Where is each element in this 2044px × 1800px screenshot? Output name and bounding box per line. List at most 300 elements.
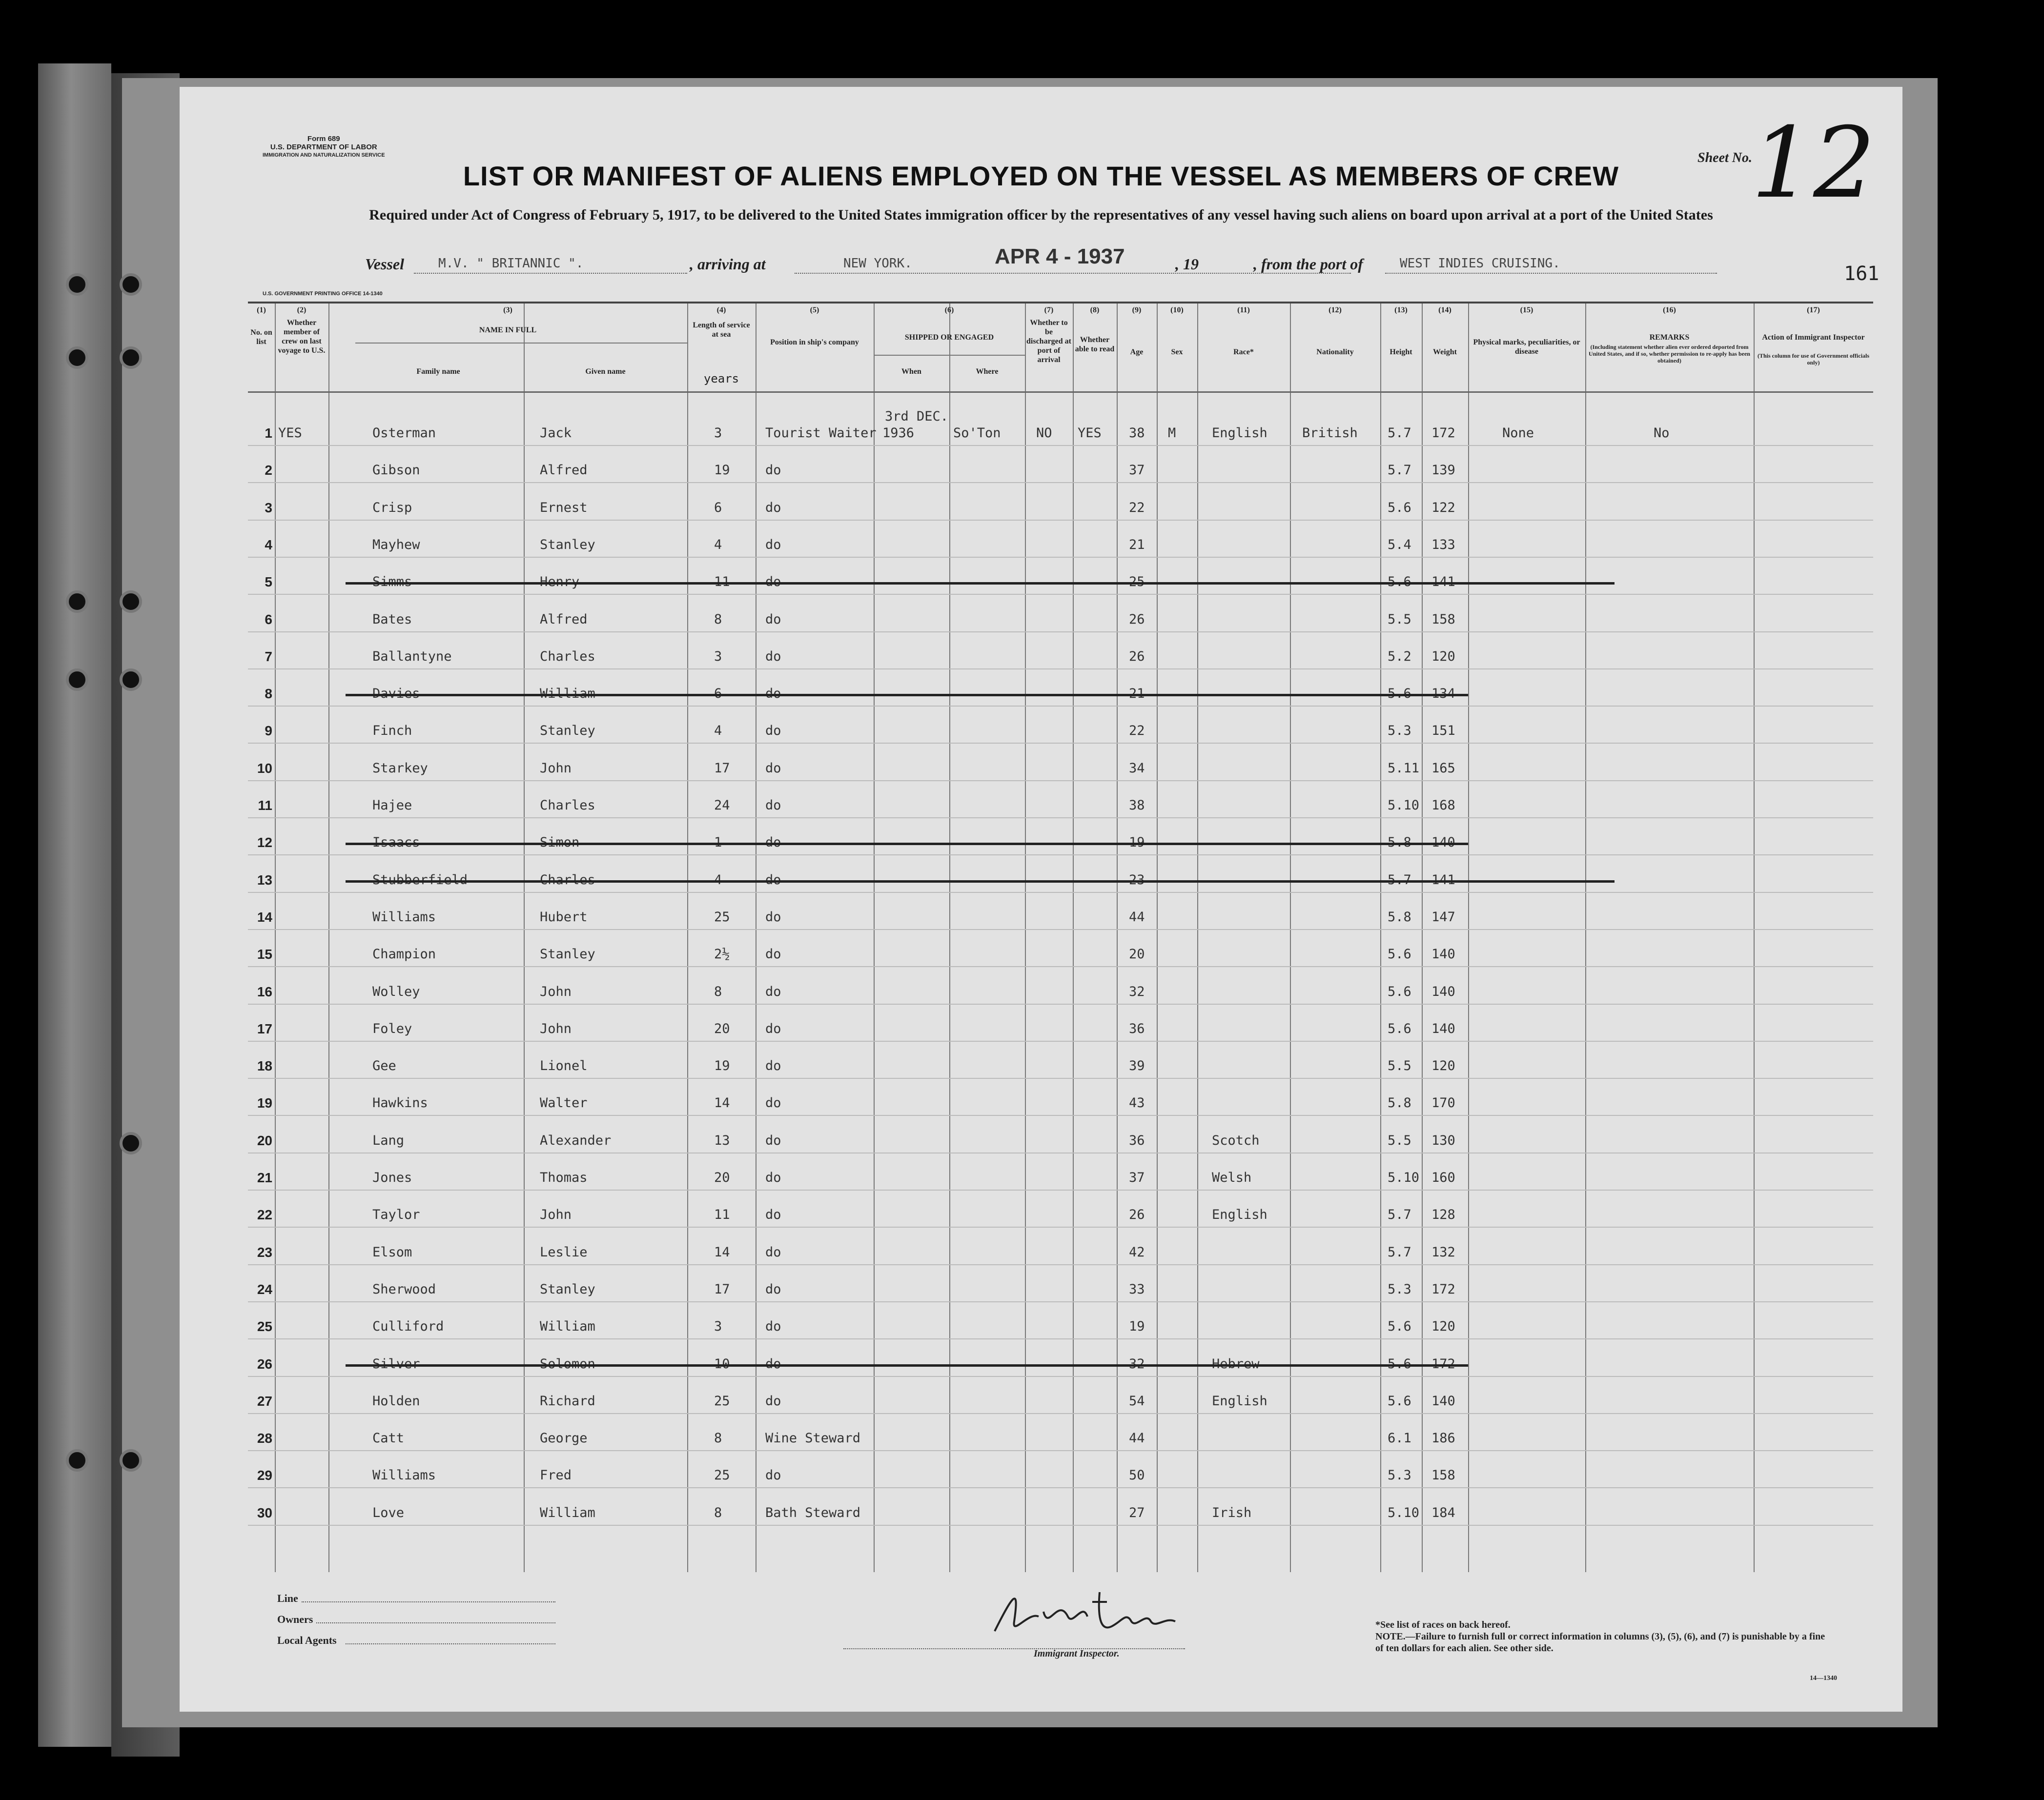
row-position: do <box>765 537 781 552</box>
row-family: Holden <box>372 1393 420 1409</box>
row-weight: 130 <box>1431 1133 1455 1148</box>
row-no: 4 <box>265 537 272 552</box>
row-years: 25 <box>714 909 730 925</box>
row-height: 5.10 <box>1388 798 1420 813</box>
inspector-signature <box>985 1582 1180 1646</box>
row-weight: 160 <box>1431 1170 1455 1185</box>
column-rule <box>687 303 688 1572</box>
row-family: Foley <box>372 1021 412 1036</box>
column-rule <box>1754 303 1755 1572</box>
row-age: 43 <box>1129 1095 1145 1111</box>
row-when-top: 3rd DEC. <box>885 409 949 424</box>
col-head-action-note: (This column for use of Government officials only) <box>1757 352 1870 366</box>
row-height: 5.6 <box>1388 1356 1411 1372</box>
row-age: 22 <box>1129 723 1145 739</box>
row-years: 17 <box>714 1281 730 1297</box>
col-number: (13) <box>1394 306 1408 314</box>
row-position: do <box>765 500 781 515</box>
col-head-name: NAME IN FULL <box>479 326 537 334</box>
row-rule <box>248 1487 1873 1488</box>
row-age: 32 <box>1129 984 1145 999</box>
row-given: Hubert <box>540 909 588 925</box>
row-marks: None <box>1502 425 1534 441</box>
col-head-when: When <box>901 367 921 376</box>
row-family: Jones <box>372 1170 412 1185</box>
row-rule <box>248 1450 1873 1451</box>
row-weight: 147 <box>1431 909 1455 925</box>
row-rule <box>248 1525 1873 1526</box>
row-weight: 140 <box>1431 1393 1455 1409</box>
punch-hole <box>120 590 142 613</box>
col-head-age: Age <box>1130 348 1144 356</box>
manifest-sheet <box>180 87 1902 1712</box>
row-height: 5.11 <box>1388 760 1420 776</box>
column-rule <box>275 303 276 1572</box>
row-family: Hajee <box>372 798 412 813</box>
row-given: Charles <box>540 648 595 664</box>
row-no: 25 <box>257 1319 272 1335</box>
row-weight: 120 <box>1431 648 1455 664</box>
column-rule <box>328 303 329 1572</box>
col-head-height: Height <box>1390 348 1412 356</box>
row-years: 8 <box>714 1431 722 1446</box>
col-head-family: Family name <box>416 367 460 376</box>
row-position: do <box>765 1281 781 1297</box>
row-position: do <box>765 984 781 999</box>
row-position: do <box>765 723 781 739</box>
col-head-weight: Weight <box>1433 348 1457 356</box>
row-weight: 184 <box>1431 1505 1455 1520</box>
row-family: Gibson <box>372 463 420 478</box>
row-years: 4 <box>714 723 722 739</box>
inspector-field <box>843 1648 1185 1649</box>
row-rule <box>248 668 1873 669</box>
row-years: 20 <box>714 1170 730 1185</box>
row-rule <box>248 1338 1873 1339</box>
row-position: do <box>765 1393 781 1409</box>
row-position: do <box>765 574 781 590</box>
row-age: 19 <box>1129 835 1145 850</box>
row-given: Lionel <box>540 1058 588 1074</box>
vessel-value: M.V. " BRITANNIC ". <box>438 256 584 271</box>
year-label: , 19 <box>1175 255 1199 273</box>
row-age: 33 <box>1129 1281 1145 1297</box>
row-no: 8 <box>265 686 272 702</box>
row-age: 44 <box>1129 1431 1145 1446</box>
row-no: 13 <box>257 872 272 888</box>
row-given: Simon <box>540 835 580 850</box>
local-agents-label: Local Agents <box>277 1634 337 1646</box>
col-head-nationality: Nationality <box>1316 348 1354 356</box>
column-rule <box>1422 303 1423 1572</box>
row-years: 20 <box>714 1021 730 1036</box>
col-head-race: Race* <box>1233 348 1254 356</box>
row-age: 19 <box>1129 1319 1145 1335</box>
row-height: 5.6 <box>1388 686 1411 702</box>
row-weight: 140 <box>1431 1021 1455 1036</box>
row-family: Wolley <box>372 984 420 999</box>
row-weight: 158 <box>1431 1468 1455 1483</box>
row-height: 5.4 <box>1388 537 1411 552</box>
service-name: IMMIGRATION AND NATURALIZATION SERVICE <box>263 152 385 158</box>
row-age: 26 <box>1129 1207 1145 1223</box>
row-years: 17 <box>714 760 730 776</box>
row-weight: 120 <box>1431 1319 1455 1335</box>
manifest-footer <box>180 1570 1902 1712</box>
row-race: Scotch <box>1212 1133 1260 1148</box>
row-rule <box>248 929 1873 930</box>
row-no: 1 <box>265 425 272 441</box>
punch-hole <box>66 1449 88 1472</box>
row-position: do <box>765 872 781 888</box>
row-age: 39 <box>1129 1058 1145 1074</box>
row-years: 13 <box>714 1133 730 1148</box>
row-given: Walter <box>540 1095 588 1111</box>
row-years: 8 <box>714 1505 722 1520</box>
row-no: 2 <box>265 463 272 478</box>
row-no: 3 <box>265 500 272 515</box>
row-given: Alfred <box>540 611 588 627</box>
row-given: Thomas <box>540 1170 588 1185</box>
row-race: English <box>1212 1207 1267 1223</box>
row-years: 3 <box>714 1319 722 1335</box>
row-no: 22 <box>257 1207 272 1223</box>
row-height: 5.5 <box>1388 611 1411 627</box>
row-age: 27 <box>1129 1505 1145 1520</box>
row-weight: 140 <box>1431 947 1455 962</box>
row-rule <box>248 1376 1873 1377</box>
row-age: 37 <box>1129 463 1145 478</box>
row-age: 34 <box>1129 760 1145 776</box>
row-no: 20 <box>257 1133 272 1148</box>
col-head-years: years <box>703 372 739 385</box>
column-rule <box>1585 303 1586 1572</box>
row-given: Alexander <box>540 1133 612 1148</box>
row-given: John <box>540 984 572 999</box>
row-height: 5.10 <box>1388 1170 1420 1185</box>
row-years: 8 <box>714 984 722 999</box>
row-no: 9 <box>265 723 272 739</box>
row-rule <box>248 743 1873 744</box>
row-years: 14 <box>714 1244 730 1260</box>
row-height: 5.2 <box>1388 648 1411 664</box>
row-rule <box>248 445 1873 446</box>
row-family: Bates <box>372 611 412 627</box>
col-head-action: Action of Immigrant Inspector <box>1762 333 1865 342</box>
col-head-shipped: SHIPPED OR ENGAGED <box>904 333 994 342</box>
row-rule <box>248 594 1873 595</box>
row-height: 5.10 <box>1388 1505 1420 1520</box>
row-given: William <box>540 1319 595 1335</box>
row-years: 3 <box>714 648 722 664</box>
punch-hole <box>66 346 88 369</box>
row-rule <box>248 1115 1873 1116</box>
form-code: 14—1340 <box>1810 1675 1837 1682</box>
col-number: (2) <box>297 306 307 314</box>
row-age: 21 <box>1129 686 1145 702</box>
row-given: Charles <box>540 872 595 888</box>
punch-hole <box>66 590 88 613</box>
row-given: Henry <box>540 574 580 590</box>
row-given: Leslie <box>540 1244 588 1260</box>
row-age: 38 <box>1129 425 1145 441</box>
row-years: 8 <box>714 611 722 627</box>
row-weight: 172 <box>1431 425 1455 441</box>
column-rule <box>1468 303 1469 1572</box>
binder-spine <box>38 63 111 1747</box>
col-number: (3) <box>503 306 512 314</box>
row-height: 5.6 <box>1388 984 1411 999</box>
vessel-row <box>180 244 1902 280</box>
strike-through-line <box>346 1364 1468 1367</box>
strike-through-line <box>346 582 1615 585</box>
row-years: 19 <box>714 1058 730 1074</box>
row-weight: 122 <box>1431 500 1455 515</box>
row-no: 30 <box>257 1505 272 1520</box>
col-number: (15) <box>1520 306 1533 314</box>
row-family: Williams <box>372 909 436 925</box>
row-position: do <box>765 1468 781 1483</box>
row-no: 17 <box>257 1021 272 1036</box>
col-number: (9) <box>1132 306 1142 314</box>
row-rule <box>248 854 1873 855</box>
row-position: do <box>765 1021 781 1036</box>
col-number: (17) <box>1807 306 1820 314</box>
row-given: Jack <box>540 425 572 441</box>
inspector-label: Immigrant Inspector. <box>1034 1648 1120 1659</box>
col-head-read: Whether able to read <box>1075 336 1115 353</box>
punch-hole <box>120 1449 142 1472</box>
punch-hole <box>120 346 142 369</box>
row-position: do <box>765 947 781 962</box>
row-family: Sherwood <box>372 1281 436 1297</box>
row-family: Mayhew <box>372 537 420 552</box>
row-given: Alfred <box>540 463 588 478</box>
row-height: 5.7 <box>1388 872 1411 888</box>
row-rule <box>248 706 1873 707</box>
row-no: 10 <box>257 760 272 776</box>
row-given: George <box>540 1431 588 1446</box>
row-position: do <box>765 835 781 850</box>
row-weight: 133 <box>1431 537 1455 552</box>
form-header <box>263 135 385 160</box>
row-no: 11 <box>258 798 272 813</box>
row-remarks: No <box>1654 425 1670 441</box>
row-no: 15 <box>257 947 272 962</box>
row-weight: 172 <box>1431 1281 1455 1297</box>
row-age: 44 <box>1129 909 1145 925</box>
row-age: 22 <box>1129 500 1145 515</box>
row-years: 6 <box>714 500 722 515</box>
row-position: do <box>765 611 781 627</box>
col-head-previous: Whether member of crew on last voyage to U.S. <box>278 319 326 355</box>
row-family: Davies <box>372 686 420 702</box>
row-height: 5.3 <box>1388 1281 1411 1297</box>
row-years: 6 <box>714 686 722 702</box>
row-given: John <box>540 760 572 776</box>
row-height: 5.8 <box>1388 1095 1411 1111</box>
row-height: 5.8 <box>1388 909 1411 925</box>
row-years: 25 <box>714 1393 730 1409</box>
row-no: 12 <box>257 835 272 850</box>
row-family: Isaacs <box>372 835 420 850</box>
punch-hole <box>120 668 142 691</box>
row-weight: 132 <box>1431 1244 1455 1260</box>
row-no: 7 <box>265 648 272 664</box>
row-no: 14 <box>257 909 272 925</box>
row-family: Silver <box>372 1356 420 1372</box>
row-age: 50 <box>1129 1468 1145 1483</box>
row-given: Ernest <box>540 500 588 515</box>
row-years: 24 <box>714 798 730 813</box>
header-rule <box>248 391 1873 393</box>
vessel-label: Vessel <box>365 255 404 273</box>
row-rule <box>248 1413 1873 1414</box>
row-age: 21 <box>1129 537 1145 552</box>
col-head-no: No. on list <box>250 328 272 346</box>
row-age: 26 <box>1129 611 1145 627</box>
row-position: do <box>765 1095 781 1111</box>
row-weight: 134 <box>1431 686 1455 702</box>
col-number: (14) <box>1438 306 1451 314</box>
vessel-underline <box>414 273 687 274</box>
row-weight: 140 <box>1431 835 1455 850</box>
row-position: Tourist Waiter <box>765 425 877 441</box>
row-height: 6.1 <box>1388 1431 1411 1446</box>
races-footnote: *See list of races on back hereof. <box>1375 1619 1511 1630</box>
line-label: Line <box>277 1592 298 1604</box>
arriving-label: , arriving at <box>690 255 766 273</box>
row-height: 5.7 <box>1388 463 1411 478</box>
row-rule <box>248 1301 1873 1302</box>
row-years: 1 <box>714 835 722 850</box>
strike-through-line <box>346 880 1615 883</box>
column-rule <box>874 303 875 1572</box>
row-race: Welsh <box>1212 1170 1252 1185</box>
row-given: Stanley <box>540 1281 595 1297</box>
row-weight: 151 <box>1431 723 1455 739</box>
row-rule <box>248 780 1873 781</box>
row-position: do <box>765 1244 781 1260</box>
row-race: English <box>1212 1393 1267 1409</box>
row-years: 4 <box>714 537 722 552</box>
row-sex: M <box>1168 425 1176 441</box>
row-age: 26 <box>1129 648 1145 664</box>
row-weight: 158 <box>1431 611 1455 627</box>
row-age: 36 <box>1129 1133 1145 1148</box>
row-prev: YES <box>278 425 302 441</box>
row-no: 16 <box>257 984 272 999</box>
row-weight: 128 <box>1431 1207 1455 1223</box>
row-family: Hawkins <box>372 1095 428 1111</box>
penalty-footnote: NOTE.—Failure to furnish full or correct information in columns (3), (5), (6), and (7) is punishable by a fine of ten dollars for each alien. See other side. <box>1375 1631 1825 1654</box>
row-age: 20 <box>1129 947 1145 962</box>
column-rule <box>1025 303 1026 1572</box>
row-position: do <box>765 686 781 702</box>
row-height: 5.6 <box>1388 1393 1411 1409</box>
from-port-label: , from the port of <box>1253 255 1363 273</box>
name-group-rule <box>355 343 687 344</box>
column-rule <box>949 303 950 1572</box>
row-rule <box>248 966 1873 967</box>
col-head-remarks: REMARKS <box>1649 333 1690 342</box>
row-rule <box>248 631 1873 632</box>
row-weight: 141 <box>1431 574 1455 590</box>
row-given: Charles <box>540 798 595 813</box>
row-height: 5.3 <box>1388 723 1411 739</box>
row-rule <box>248 817 1873 818</box>
column-rule <box>1290 303 1291 1572</box>
row-rule <box>248 1041 1873 1042</box>
arriving-value: NEW YORK. <box>843 256 912 271</box>
row-family: Champion <box>372 947 436 962</box>
row-no: 28 <box>257 1431 272 1446</box>
row-when: 1936 <box>882 425 915 441</box>
row-rule <box>248 1190 1873 1191</box>
row-family: Catt <box>372 1431 405 1446</box>
col-number: (7) <box>1044 306 1054 314</box>
row-no: 24 <box>257 1281 272 1297</box>
row-no: 26 <box>257 1356 272 1372</box>
col-head-position: Position in ship's company <box>770 338 859 346</box>
row-height: 5.5 <box>1388 1058 1411 1074</box>
punch-hole <box>66 273 88 296</box>
col-number: (6) <box>944 306 954 314</box>
crew-manifest-table <box>248 302 1873 1572</box>
row-where: So'Ton <box>953 425 1001 441</box>
row-no: 6 <box>265 611 272 627</box>
col-number: (4) <box>716 306 726 314</box>
row-position: do <box>765 1058 781 1074</box>
row-rule <box>248 892 1873 893</box>
department-name: U.S. DEPARTMENT OF LABOR <box>270 143 377 151</box>
row-years: 19 <box>714 463 730 478</box>
row-race: Irish <box>1212 1505 1252 1520</box>
page-title: LIST OR MANIFEST OF ALIENS EMPLOYED ON THE VESSEL AS MEMBERS OF CREW <box>463 161 1619 191</box>
row-height: 5.6 <box>1388 1021 1411 1036</box>
row-years: 11 <box>714 574 730 590</box>
row-given: Fred <box>540 1468 572 1483</box>
col-head-service: Length of service at sea <box>693 321 750 339</box>
row-rule <box>248 520 1873 521</box>
row-height: 5.6 <box>1388 1319 1411 1335</box>
row-given: Stanley <box>540 537 595 552</box>
row-years: 4 <box>714 872 722 888</box>
col-head-marks: Physical marks, peculiarities, or disease <box>1473 338 1580 356</box>
row-height: 5.3 <box>1388 1468 1411 1483</box>
row-family: Simms <box>372 574 412 590</box>
row-height: 5.6 <box>1388 500 1411 515</box>
row-family: Stubberfield <box>372 872 468 888</box>
sheet-number: 12 <box>1751 106 1876 220</box>
row-no: 21 <box>257 1170 272 1185</box>
row-rule <box>248 482 1873 483</box>
row-age: 23 <box>1129 872 1145 888</box>
col-number: (16) <box>1663 306 1676 314</box>
row-height: 5.8 <box>1388 835 1411 850</box>
row-position: do <box>765 1356 781 1372</box>
row-family: Ballantyne <box>372 648 452 664</box>
row-age: 38 <box>1129 798 1145 813</box>
row-given: Stanley <box>540 723 595 739</box>
strike-through-line <box>346 843 1468 845</box>
row-given: Solomon <box>540 1356 595 1372</box>
row-race: Hebrew <box>1212 1356 1260 1372</box>
col-head-remarks-note: (Including statement whether alien ever ordered deported from United States, and if so, whether permission to re-apply has been obtained) <box>1589 344 1750 364</box>
row-weight: 170 <box>1431 1095 1455 1111</box>
row-weight: 172 <box>1431 1356 1455 1372</box>
row-no: 29 <box>257 1468 272 1483</box>
